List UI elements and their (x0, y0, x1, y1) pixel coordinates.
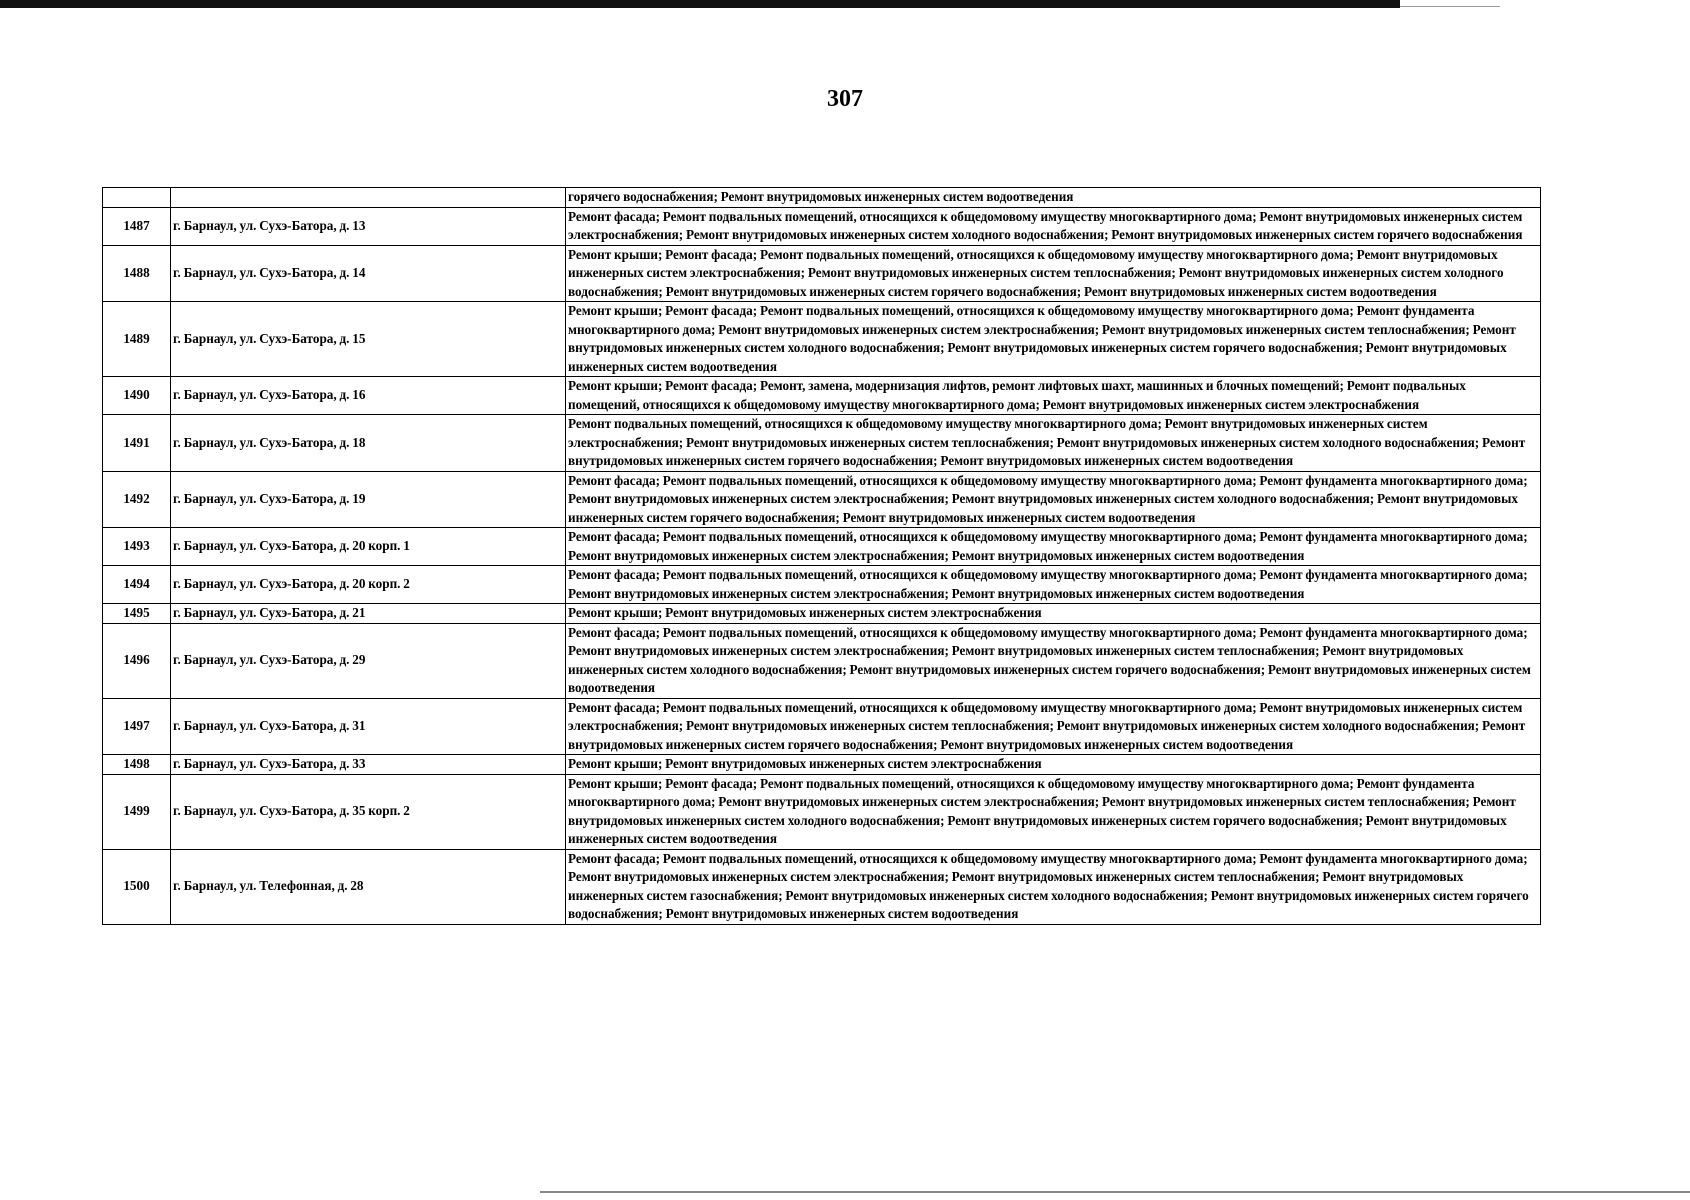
row-number: 1498 (103, 755, 171, 775)
row-works: Ремонт крыши; Ремонт фасада; Ремонт подвальных помещений, относящихся к общедомовому имуществу многоквартирного дома; Ремонт фундамента многоквартирного дома; Ремонт внутридомовых инженерных систем электроснабжения; Ремонт внутридомовых инженерных систем теплоснабжения; Ремонт внутридомовых инженерных систем холодного водоснабжения; Ремонт внутридомовых инженерных систем горячего водоснабжения; Ремонт внутридомовых инженерных систем водоотведения (566, 302, 1541, 377)
row-works: Ремонт крыши; Ремонт внутридомовых инженерных систем электроснабжения (566, 604, 1541, 624)
row-number: 1489 (103, 302, 171, 377)
table-row (103, 566, 1541, 604)
row-number: 1499 (103, 774, 171, 849)
row-number: 1488 (103, 245, 171, 302)
row-number: 1495 (103, 604, 171, 624)
row-works: Ремонт фасада; Ремонт подвальных помещений, относящихся к общедомовому имуществу многоквартирного дома; Ремонт фундамента многоквартирного дома; Ремонт внутридомовых инженерных систем электроснабжения; Ремонт внутридомовых инженерных систем водоотведения (566, 566, 1541, 604)
row-works: горячего водоснабжения; Ремонт внутридомовых инженерных систем водоотведения (566, 188, 1541, 208)
row-number: 1493 (103, 528, 171, 566)
row-address: г. Барнаул, ул. Сухэ-Батора, д. 29 (171, 623, 566, 698)
row-address (171, 188, 566, 208)
row-number (103, 188, 171, 208)
row-works: Ремонт фасада; Ремонт подвальных помещений, относящихся к общедомовому имуществу многоквартирного дома; Ремонт фундамента многоквартирного дома; Ремонт внутридомовых инженерных систем электроснабжения; Ремонт внутридомовых инженерных систем теплоснабжения; Ремонт внутридомовых инженерных систем газоснабжения; Ремонт внутридомовых инженерных систем холодного водоснабжения; Ремонт внутридомовых инженерных систем горячего водоснабжения; Ремонт внутридомовых инженерных систем водоотведения (566, 849, 1541, 924)
table-row (103, 755, 1541, 775)
row-works: Ремонт крыши; Ремонт фасада; Ремонт подвальных помещений, относящихся к общедомовому имуществу многоквартирного дома; Ремонт внутридомовых инженерных систем электроснабжения; Ремонт внутридомовых инженерных систем теплоснабжения; Ремонт внутридомовых инженерных систем холодного водоснабжения; Ремонт внутридомовых инженерных систем горячего водоснабжения; Ремонт внутридомовых инженерных систем водоотведения (566, 245, 1541, 302)
table-row (103, 849, 1541, 924)
row-address: г. Барнаул, ул. Телефонная, д. 28 (171, 849, 566, 924)
scan-top-edge (0, 0, 1400, 8)
scan-bottom-edge (540, 1191, 1690, 1193)
row-works: Ремонт фасада; Ремонт подвальных помещений, относящихся к общедомовому имуществу многоквартирного дома; Ремонт фундамента многоквартирного дома; Ремонт внутридомовых инженерных систем электроснабжения; Ремонт внутридомовых инженерных систем водоотведения (566, 528, 1541, 566)
table-row (103, 604, 1541, 624)
row-works: Ремонт фасада; Ремонт подвальных помещений, относящихся к общедомовому имуществу многоквартирного дома; Ремонт внутридомовых инженерных систем электроснабжения; Ремонт внутридомовых инженерных систем холодного водоснабжения; Ремонт внутридомовых инженерных систем горячего водоснабжения (566, 207, 1541, 245)
row-address: г. Барнаул, ул. Сухэ-Батора, д. 19 (171, 471, 566, 528)
row-works: Ремонт крыши; Ремонт фасада; Ремонт, замена, модернизация лифтов, ремонт лифтовых шахт, машинных и блочных помещений; Ремонт подвальных помещений, относящихся к общедомовому имуществу многоквартирного дома; Ремонт внутридомовых инженерных систем электроснабжения (566, 377, 1541, 415)
row-address: г. Барнаул, ул. Сухэ-Батора, д. 31 (171, 698, 566, 755)
table-row (103, 188, 1541, 208)
table-row (103, 698, 1541, 755)
table-row (103, 377, 1541, 415)
row-address: г. Барнаул, ул. Сухэ-Батора, д. 13 (171, 207, 566, 245)
row-address: г. Барнаул, ул. Сухэ-Батора, д. 15 (171, 302, 566, 377)
table-row (103, 302, 1541, 377)
row-address: г. Барнаул, ул. Сухэ-Батора, д. 18 (171, 415, 566, 472)
row-number: 1500 (103, 849, 171, 924)
row-number: 1492 (103, 471, 171, 528)
row-works: Ремонт фасада; Ремонт подвальных помещений, относящихся к общедомовому имуществу многоквартирного дома; Ремонт внутридомовых инженерных систем электроснабжения; Ремонт внутридомовых инженерных систем теплоснабжения; Ремонт внутридомовых инженерных систем холодного водоснабжения; Ремонт внутридомовых инженерных систем горячего водоснабжения; Ремонт внутридомовых инженерных систем водоотведения (566, 698, 1541, 755)
row-works: Ремонт крыши; Ремонт фасада; Ремонт подвальных помещений, относящихся к общедомовому имуществу многоквартирного дома; Ремонт фундамента многоквартирного дома; Ремонт внутридомовых инженерных систем электроснабжения; Ремонт внутридомовых инженерных систем теплоснабжения; Ремонт внутридомовых инженерных систем холодного водоснабжения; Ремонт внутридомовых инженерных систем горячего водоснабжения; Ремонт внутридомовых инженерных систем водоотведения (566, 774, 1541, 849)
row-number: 1497 (103, 698, 171, 755)
table-row (103, 623, 1541, 698)
row-address: г. Барнаул, ул. Сухэ-Батора, д. 33 (171, 755, 566, 775)
repair-list-table (102, 187, 1541, 925)
row-number: 1496 (103, 623, 171, 698)
row-number: 1490 (103, 377, 171, 415)
row-address: г. Барнаул, ул. Сухэ-Батора, д. 21 (171, 604, 566, 624)
table-row (103, 471, 1541, 528)
row-address: г. Барнаул, ул. Сухэ-Батора, д. 20 корп. 2 (171, 566, 566, 604)
row-works: Ремонт фасада; Ремонт подвальных помещений, относящихся к общедомовому имуществу многоквартирного дома; Ремонт фундамента многоквартирного дома; Ремонт внутридомовых инженерных систем электроснабжения; Ремонт внутридомовых инженерных систем теплоснабжения; Ремонт внутридомовых инженерных систем холодного водоснабжения; Ремонт внутридомовых инженерных систем горячего водоснабжения; Ремонт внутридомовых инженерных систем водоотведения (566, 623, 1541, 698)
table-row (103, 415, 1541, 472)
page-number: 307 (827, 86, 863, 112)
row-number: 1487 (103, 207, 171, 245)
row-address: г. Барнаул, ул. Сухэ-Батора, д. 20 корп. 1 (171, 528, 566, 566)
table-row (103, 245, 1541, 302)
row-works: Ремонт крыши; Ремонт внутридомовых инженерных систем электроснабжения (566, 755, 1541, 775)
row-works: Ремонт подвальных помещений, относящихся к общедомовому имуществу многоквартирного дома; Ремонт внутридомовых инженерных систем электроснабжения; Ремонт внутридомовых инженерных систем теплоснабжения; Ремонт внутридомовых инженерных систем холодного водоснабжения; Ремонт внутридомовых инженерных систем горячего водоснабжения; Ремонт внутридомовых инженерных систем водоотведения (566, 415, 1541, 472)
table-row (103, 207, 1541, 245)
scan-top-edge-tail (1400, 6, 1500, 7)
row-number: 1494 (103, 566, 171, 604)
row-works: Ремонт фасада; Ремонт подвальных помещений, относящихся к общедомовому имуществу многоквартирного дома; Ремонт фундамента многоквартирного дома; Ремонт внутридомовых инженерных систем электроснабжения; Ремонт внутридомовых инженерных систем холодного водоснабжения; Ремонт внутридомовых инженерных систем горячего водоснабжения; Ремонт внутридомовых инженерных систем водоотведения (566, 471, 1541, 528)
row-address: г. Барнаул, ул. Сухэ-Батора, д. 35 корп. 2 (171, 774, 566, 849)
table-row (103, 528, 1541, 566)
row-address: г. Барнаул, ул. Сухэ-Батора, д. 16 (171, 377, 566, 415)
row-number: 1491 (103, 415, 171, 472)
table-row (103, 774, 1541, 849)
row-address: г. Барнаул, ул. Сухэ-Батора, д. 14 (171, 245, 566, 302)
